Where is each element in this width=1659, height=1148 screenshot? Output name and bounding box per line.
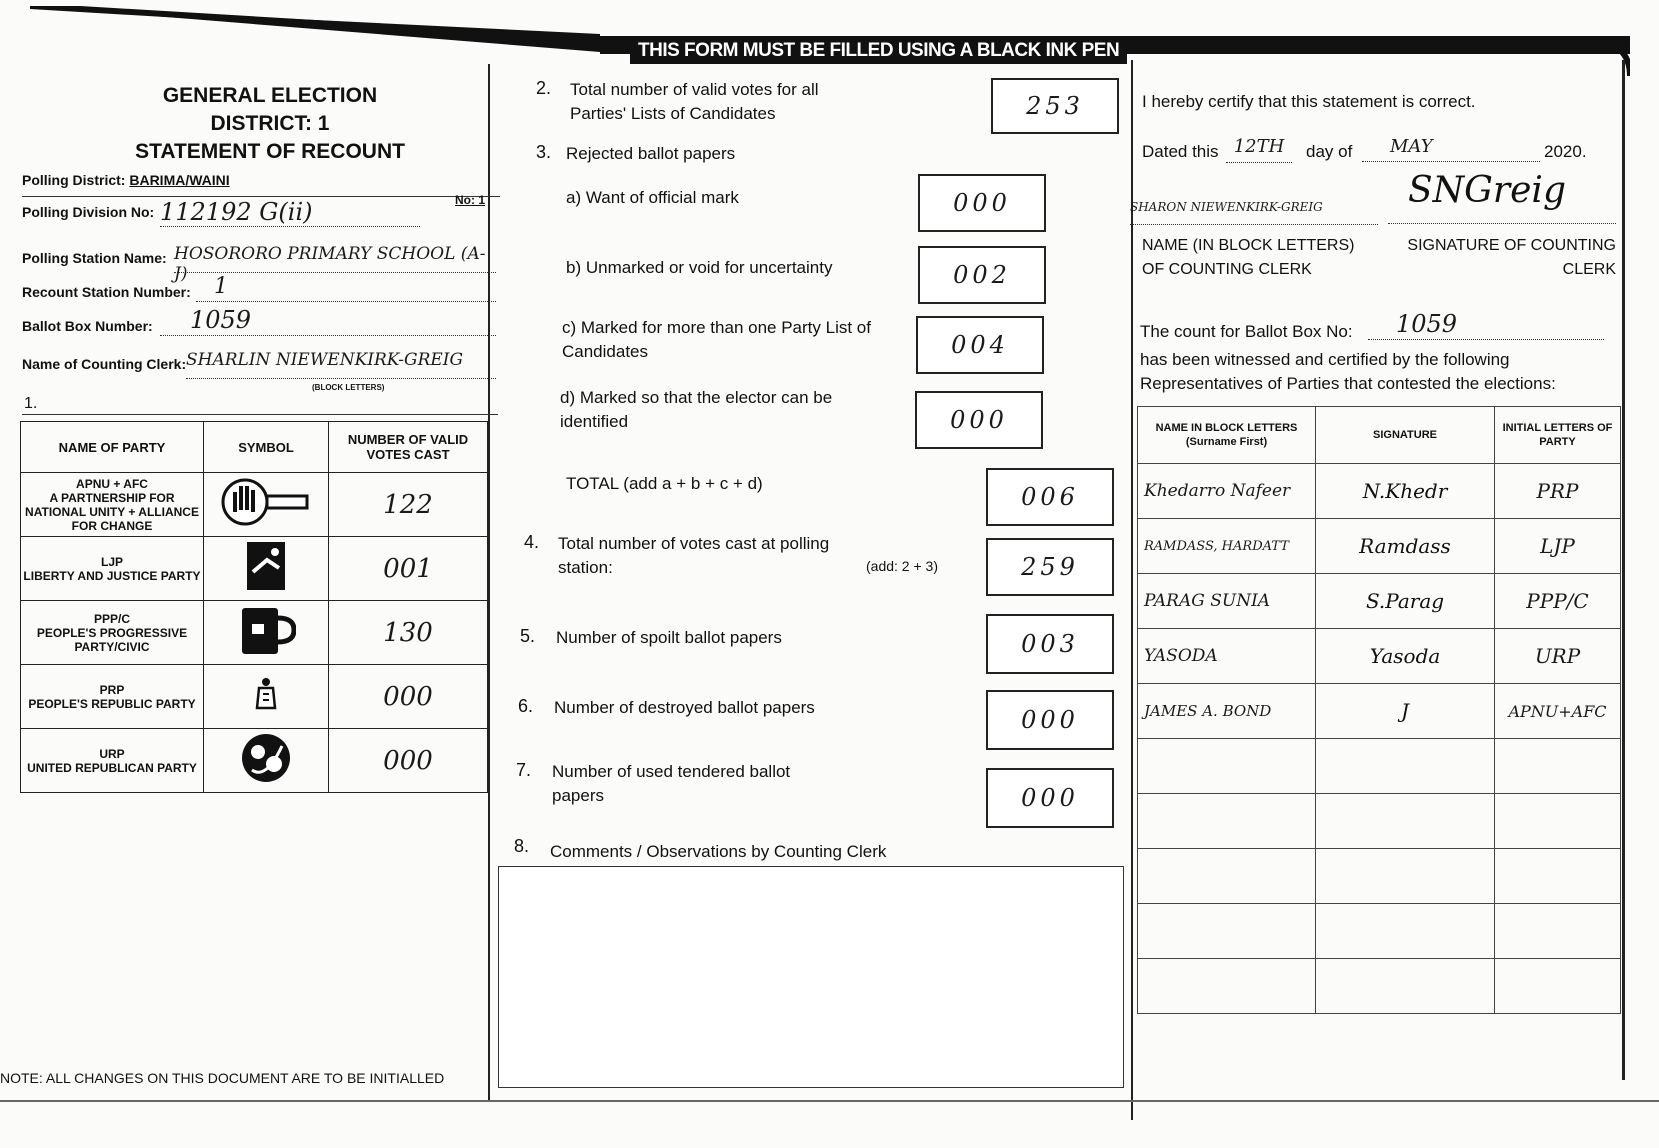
party-votes-table	[20, 421, 488, 793]
table-row	[1138, 519, 1621, 574]
rep-party[interactable]	[1495, 739, 1621, 794]
item-7-value-box[interactable]: 000	[986, 768, 1114, 828]
item-8-text: Comments / Observations by Counting Clerk	[550, 842, 887, 861]
ballot-box-label: Ballot Box Number:	[22, 318, 153, 334]
header-name-of-party: NAME OF PARTY	[21, 422, 204, 473]
table-row	[21, 473, 488, 537]
witness-text: has been witnessed and certified by the following Representatives of Parties that contested the elections:	[1140, 350, 1556, 393]
item-3d-value-box[interactable]: 000	[915, 391, 1043, 449]
item-2-text: Total number of valid votes for all Parties' Lists of Candidates	[570, 80, 819, 123]
prp-lamp-icon	[204, 665, 329, 729]
votes-value: 000	[329, 665, 488, 729]
certify-text: I hereby certify that this statement is correct.	[1142, 92, 1476, 111]
rep-signature[interactable]	[1316, 849, 1495, 904]
count-label: The count for Ballot Box No:	[1140, 322, 1353, 341]
table-row	[1138, 849, 1621, 904]
party-name: URP UNITED REPUBLICAN PARTY	[21, 729, 204, 793]
party-name: PPP/C PEOPLE'S PROGRESSIVE PARTY/CIVIC	[21, 601, 204, 665]
party-name: PRP PEOPLE'S REPUBLIC PARTY	[21, 665, 204, 729]
item-6-number: 6.	[518, 696, 534, 716]
table-row	[21, 537, 488, 601]
header-valid-votes: NUMBER OF VALID VOTES CAST	[329, 422, 488, 473]
table-row	[1138, 464, 1621, 519]
apnu-afc-hand-key-icon	[204, 473, 329, 537]
item-3c-value-box[interactable]: 004	[916, 316, 1044, 374]
item-1-rule	[22, 414, 498, 415]
item-4-number: 4.	[524, 532, 540, 552]
votes-value: 001	[329, 537, 488, 601]
station-name-value: HOSORORO PRIMARY SCHOOL (A-J)	[174, 244, 496, 273]
no-label: No: 1	[455, 193, 485, 207]
table-row	[21, 729, 488, 793]
polling-division-value: 112192 G(ii)	[160, 198, 420, 227]
year-label: 2020.	[1544, 142, 1587, 161]
station-name-label: Polling Station Name:	[22, 250, 167, 266]
rep-party: URP	[1495, 629, 1621, 684]
table-row	[21, 601, 488, 665]
rep-name: PARAG SUNIA	[1138, 574, 1316, 629]
title-line-3: STATEMENT OF RECOUNT	[135, 140, 405, 163]
item-2-value-box[interactable]: 253	[991, 78, 1119, 134]
rep-signature[interactable]	[1316, 959, 1495, 1014]
form-border-right	[1622, 60, 1625, 1080]
item-3-number: 3.	[536, 142, 552, 162]
count-value: 1059	[1368, 310, 1604, 340]
block-letters-note: (BLOCK LETTERS)	[312, 383, 385, 392]
table-row	[1138, 739, 1621, 794]
rep-signature: N.Khedr	[1316, 464, 1495, 519]
table-row	[21, 665, 488, 729]
item-2-number: 2.	[536, 78, 552, 98]
rep-name: JAMES A. BOND	[1138, 684, 1316, 739]
dated-month: MAY	[1362, 136, 1540, 162]
divider-left	[488, 64, 490, 1100]
dated-day: 12TH	[1226, 136, 1292, 163]
item-3b-text: b) Unmarked or void for uncertainty	[566, 258, 833, 277]
form-border-bottom	[0, 1100, 1659, 1102]
rep-signature: J	[1316, 684, 1495, 739]
item-3a-value-box[interactable]: 000	[918, 174, 1046, 232]
rep-signature: Yasoda	[1316, 629, 1495, 684]
item-8-number: 8.	[514, 836, 530, 856]
item-6-value-box[interactable]: 000	[986, 690, 1114, 750]
rep-name[interactable]	[1138, 739, 1316, 794]
title-line-1: GENERAL ELECTION	[162, 84, 378, 107]
item-6-text: Number of destroyed ballot papers	[554, 698, 815, 717]
rep-party: PRP	[1495, 464, 1621, 519]
header-rep-party: INITIAL LETTERS OF PARTY	[1495, 407, 1621, 464]
rep-signature: S.Parag	[1316, 574, 1495, 629]
clerk-name-handwritten: SHARON NIEWENKIRK-GREIG	[1130, 200, 1378, 225]
item-4-value-box[interactable]: 259	[986, 538, 1114, 596]
table-row	[1138, 629, 1621, 684]
rep-table-header	[1138, 407, 1621, 464]
header-symbol: SYMBOL	[204, 422, 329, 473]
table-row	[1138, 904, 1621, 959]
ljp-handshake-icon	[204, 537, 329, 601]
table-row	[1138, 794, 1621, 849]
rep-party: PPP/C	[1495, 574, 1621, 629]
item-3c-text: c) Marked for more than one Party List of Candidates	[562, 318, 871, 361]
item-3a-text: a) Want of official mark	[566, 188, 739, 207]
title-line-2: DISTRICT: 1	[210, 112, 330, 135]
polling-district-label: Polling District:	[22, 172, 126, 188]
table-row	[1138, 684, 1621, 739]
party-table-header	[21, 422, 488, 473]
item-3d-text: d) Marked so that the elector can be identified	[560, 388, 833, 431]
total-text: TOTAL (add a + b + c + d)	[566, 474, 763, 493]
party-name: APNU + AFC A PARTNERSHIP FOR NATIONAL UNITY + ALLIANCE FOR CHANGE	[21, 473, 204, 537]
recount-value: 1	[196, 274, 496, 302]
district-rule	[22, 196, 500, 197]
item-4-add-note: (add: 2 + 3)	[866, 558, 938, 574]
votes-value: 130	[329, 601, 488, 665]
rep-signature[interactable]	[1316, 904, 1495, 959]
rep-signature[interactable]	[1316, 794, 1495, 849]
table-row	[1138, 959, 1621, 1014]
urp-emblem-icon	[204, 729, 329, 793]
rep-signature: Ramdass	[1316, 519, 1495, 574]
item-7-number: 7.	[516, 760, 532, 780]
rep-name[interactable]	[1138, 794, 1316, 849]
item-5-value-box[interactable]: 003	[986, 614, 1114, 674]
day-of-label: day of	[1306, 142, 1353, 161]
rep-party: APNU+AFC	[1495, 684, 1621, 739]
rep-name: Khedarro Nafeer	[1138, 464, 1316, 519]
votes-value: 000	[329, 729, 488, 793]
name-caption: NAME (IN BLOCK LETTERS) OF COUNTING CLERK	[1142, 237, 1355, 278]
item-1-number: 1.	[24, 395, 38, 412]
rep-party: LJP	[1495, 519, 1621, 574]
rep-name[interactable]	[1138, 904, 1316, 959]
item-5-text: Number of spoilt ballot papers	[556, 628, 782, 647]
votes-value: 122	[329, 473, 488, 537]
banner-text: THIS FORM MUST BE FILLED USING A BLACK INK PEN	[630, 38, 1127, 64]
total-value-box[interactable]: 006	[986, 468, 1114, 526]
rep-party[interactable]	[1495, 959, 1621, 1014]
header-rep-signature: SIGNATURE	[1316, 407, 1495, 464]
rep-name: YASODA	[1138, 629, 1316, 684]
rep-party[interactable]	[1495, 849, 1621, 904]
rep-party[interactable]	[1495, 904, 1621, 959]
ppp-cup-icon	[204, 601, 329, 665]
form-title	[110, 82, 430, 166]
item-3-text: Rejected ballot papers	[566, 144, 736, 163]
comments-box[interactable]	[498, 866, 1124, 1088]
party-name: LJP LIBERTY AND JUSTICE PARTY	[21, 537, 204, 601]
recount-label: Recount Station Number:	[22, 284, 191, 300]
changes-note: NOTE: ALL CHANGES ON THIS DOCUMENT ARE TO BE INITIALLED	[0, 1070, 445, 1086]
item-3b-value-box[interactable]: 002	[918, 246, 1046, 304]
representatives-table	[1137, 406, 1621, 1014]
polling-district-value: BARIMA/WAINI	[129, 172, 230, 188]
polling-division-label: Polling Division No:	[22, 204, 155, 220]
rep-party[interactable]	[1495, 794, 1621, 849]
rep-name: RAMDASS, HARDATT	[1138, 519, 1316, 574]
rep-signature[interactable]	[1316, 739, 1495, 794]
item-4-text: Total number of votes cast at polling station:	[558, 534, 830, 577]
rep-name[interactable]	[1138, 849, 1316, 904]
item-5-number: 5.	[520, 626, 536, 646]
clerk-label: Name of Counting Clerk:	[22, 356, 187, 372]
dated-label: Dated this	[1142, 142, 1219, 161]
rep-name[interactable]	[1138, 959, 1316, 1014]
signature-caption: SIGNATURE OF COUNTING CLERK	[1407, 237, 1616, 278]
clerk-signature: SNGreig	[1388, 170, 1616, 224]
clerk-value: SHARLIN NIEWENKIRK-GREIG	[186, 350, 496, 379]
item-7-text: Number of used tendered ballot papers	[552, 762, 791, 805]
header-rep-name: NAME IN BLOCK LETTERS (Surname First)	[1138, 407, 1316, 464]
table-row	[1138, 574, 1621, 629]
ballot-box-value: 1059	[160, 306, 496, 336]
